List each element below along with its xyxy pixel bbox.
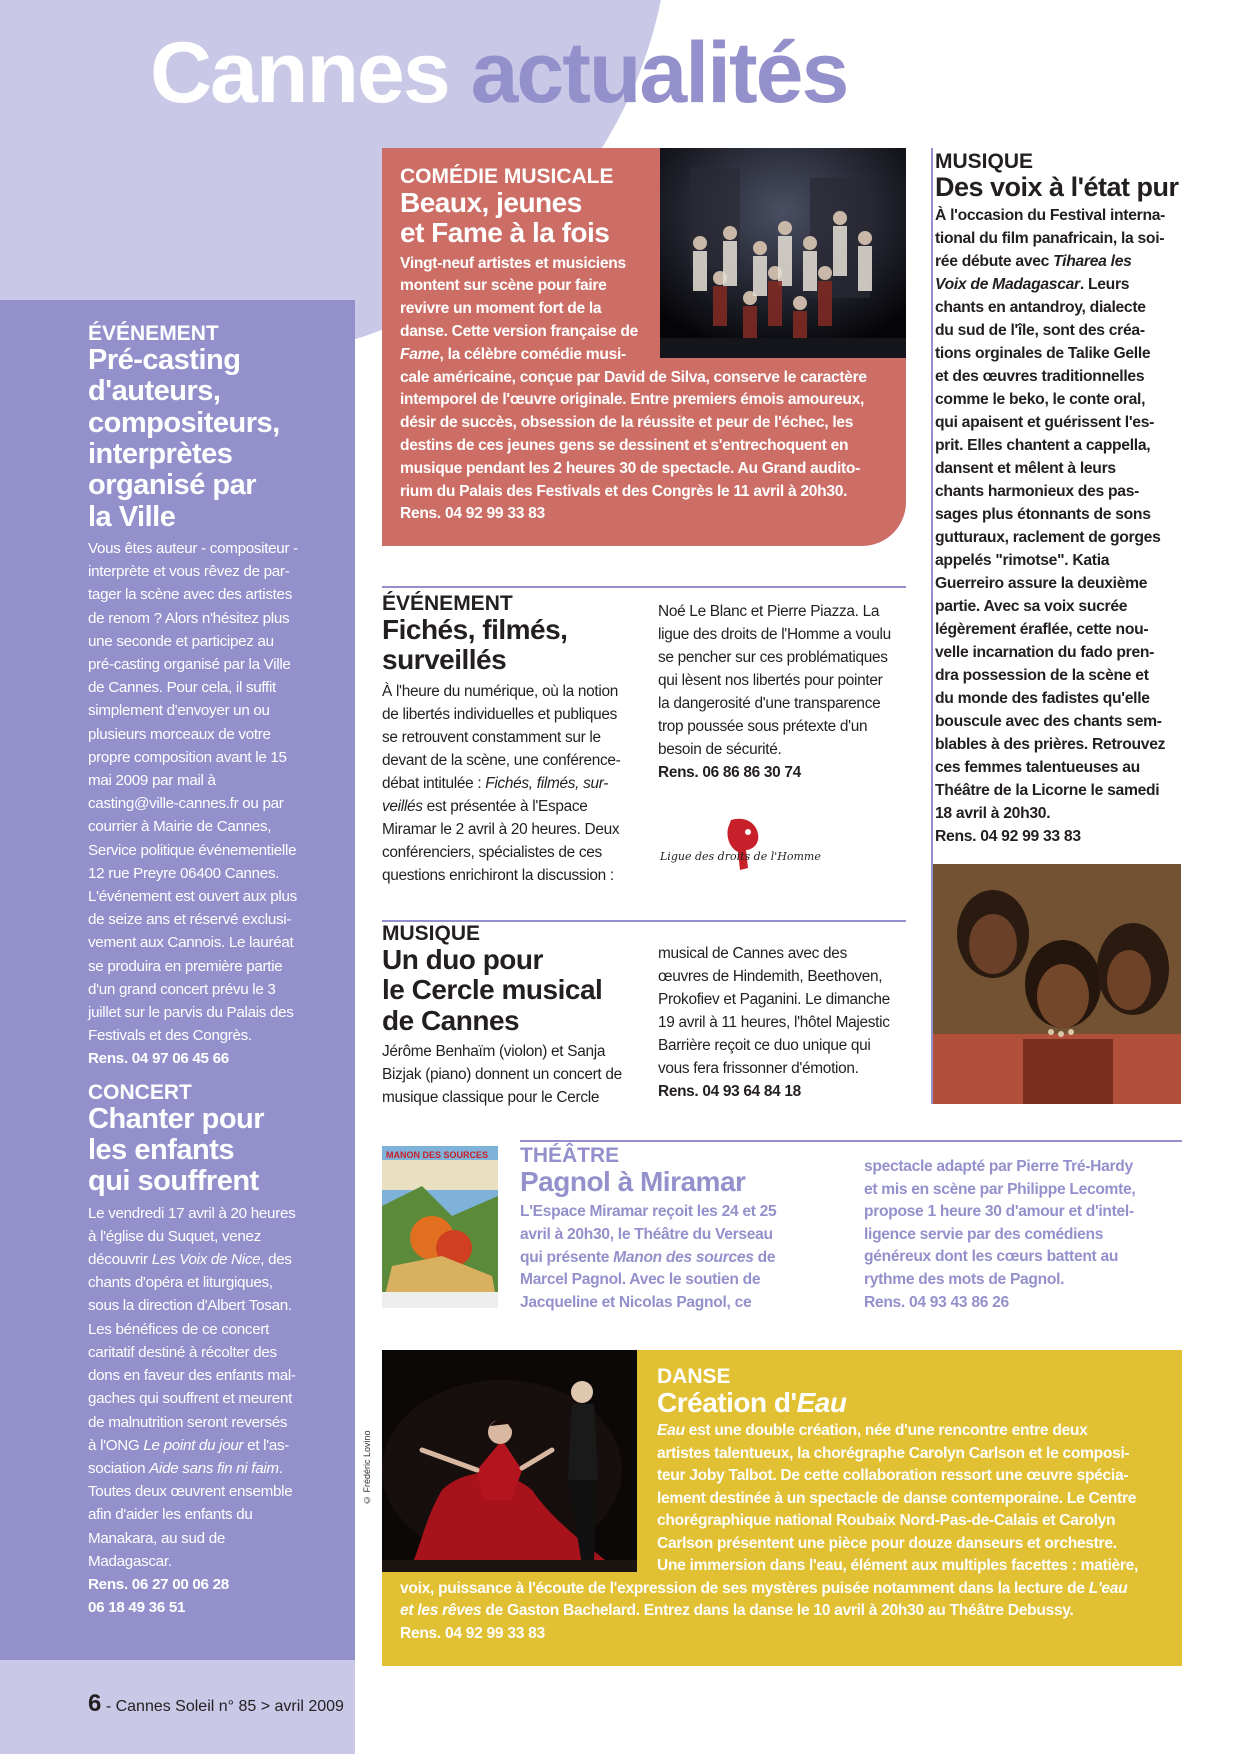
text-line: chorégraphique national Roubaix Nord-Pas-de-Calais et Carolyn: [657, 1512, 1116, 1530]
text-line: Voix de Madagascar. Leurs: [935, 276, 1130, 294]
footer-issue: - Cannes Soleil n° 85 > avril 2009: [105, 1698, 344, 1715]
text-line: Madagascar.: [88, 1552, 172, 1570]
text-line: propre composition avant le 15: [88, 748, 287, 766]
headline-danse: [657, 1388, 1170, 1418]
text-line: Jacqueline et Nicolas Pagnol, ce: [520, 1293, 752, 1311]
text-line: désir de succès, obsession de la réussite et peur de l'échec, les: [400, 414, 854, 432]
kicker-concert: CONCERT: [88, 1080, 192, 1104]
text-line: sous la direction d'Albert Tosan.: [88, 1297, 292, 1315]
body-danse-lower: [400, 1578, 1170, 1623]
text-line: Fame, la célèbre comédie musi-: [400, 345, 626, 363]
text-line: la dangerosité d'une transparence: [658, 695, 881, 712]
headline-comedie-musicale: [400, 188, 890, 248]
rens-fiches: Rens. 06 86 86 30 74: [658, 764, 801, 781]
text-line: trop poussée sous prétexte d'un: [658, 718, 868, 735]
text-line: comme le beko, le conte oral,: [935, 391, 1146, 409]
text-line: et Fame à la fois: [400, 217, 610, 249]
text-line: dansent et mêlent à leurs: [935, 460, 1116, 478]
text-line: Carlson présentent une pièce pour douze danseurs et orchestre.: [657, 1534, 1117, 1552]
text-line: à l'ONG Le point du jour et l'as-: [88, 1436, 290, 1454]
text-line: dra possession de la scène et: [935, 667, 1149, 685]
text-line: légèrement éraflée, cette nou-: [935, 621, 1149, 639]
text-line: simplement d'envoyer un ou: [88, 702, 270, 720]
text-line: découvrir Les Voix de Nice, des: [88, 1251, 292, 1269]
text-line: tager la scène avec des artistes: [88, 586, 292, 604]
text-line: Un duo pour: [382, 944, 543, 976]
text-line: L'événement est ouvert aux plus: [88, 888, 297, 906]
text-line: Miramar le 2 avril à 20 heures. Deux: [382, 820, 620, 838]
text-line: danse. Cette version française de: [400, 322, 638, 340]
rens-comedie-musicale: Rens. 04 92 99 33 83: [400, 505, 545, 523]
text-line: rythme des mots de Pagnol.: [864, 1270, 1065, 1288]
text-line: ligue des droits de l'Homme a voulu: [658, 626, 891, 643]
kicker-theatre: THÉÂTRE: [520, 1144, 620, 1167]
theatre-col2: [864, 1156, 1184, 1314]
text-line: de malnutrition seront reversés: [88, 1413, 288, 1431]
kicker-danse: DANSE: [657, 1365, 731, 1388]
kicker-fiches: ÉVÉNEMENT: [382, 592, 513, 615]
text-line: appelés "rimotse". Katia: [935, 552, 1110, 570]
poster-title: MANON DES SOURCES: [386, 1150, 489, 1160]
text-line: de Cannes: [382, 1004, 520, 1036]
rens-danse: Rens. 04 92 99 33 83: [400, 1624, 545, 1642]
text-line: et mis en scène par Philippe Lecomte,: [864, 1180, 1136, 1198]
text-line: Fichés, filmés,: [382, 614, 568, 646]
text-line: Marcel Pagnol. Avec le soutien de: [520, 1271, 761, 1289]
singers-photo: [933, 864, 1181, 1104]
text-line: Guerreiro assure la deuxième: [935, 575, 1148, 593]
text-line: revivre un moment fort de la: [400, 300, 602, 318]
text-line: qui présente Manon des sources de: [520, 1248, 776, 1266]
ldh-logo-icon: [656, 808, 856, 888]
rens-concert: [88, 1573, 328, 1619]
text-line: qui apaisent et guérissent l'es-: [935, 414, 1155, 432]
text-line: Beaux, jeunes: [400, 187, 582, 219]
text-line: conférenciers, spécialistes de ces: [382, 843, 602, 861]
page-title: [150, 25, 848, 121]
text-line: caritatif destiné à récolter des: [88, 1343, 277, 1361]
text-line: 18 avril à 20h30.: [935, 805, 1051, 823]
text-line: et des œuvres traditionnelles: [935, 368, 1145, 386]
title-word-actualites: actualités: [470, 25, 848, 121]
text-line: L'Espace Miramar reçoit les 24 et 25: [520, 1203, 777, 1221]
page-footer: [88, 1690, 344, 1718]
body-concert: [88, 1202, 328, 1573]
text-line: bouscule avec des chants sem-: [935, 713, 1162, 731]
text-line: une seconde et participez au: [88, 632, 274, 650]
photo-credit: © Frédéric Lovino: [362, 1430, 372, 1505]
text-line: Manakara, au sud de: [88, 1529, 225, 1547]
fiches-col2: [658, 600, 908, 784]
text-line: Théâtre de la Licorne le samedi: [935, 782, 1160, 800]
text-line: musique pendant les 2 heures 30 de spectacle. Au Grand audito-: [400, 459, 861, 477]
text-line: ligence servie par des comédiens: [864, 1225, 1104, 1243]
body-theatre-col1: [520, 1201, 840, 1314]
text-line: casting@ville-cannes.fr ou par: [88, 795, 284, 813]
text-line: À l'heure du numérique, où la notion: [382, 682, 618, 700]
text-line: le Cercle musical: [382, 974, 603, 1006]
text-line: avril à 20h30, le Théâtre du Verseau: [520, 1225, 773, 1243]
body-duo-col1: [382, 1040, 642, 1109]
text-line: de renom ? Alors n'hésitez plus: [88, 609, 290, 627]
headline-voix: Des voix à l'état pur: [935, 172, 1179, 203]
body-theatre-col2: [864, 1156, 1184, 1292]
text-line: se pencher sur ces problématiques: [658, 649, 888, 666]
danse-header: [657, 1365, 1170, 1578]
text-line: qui souffrent: [88, 1165, 259, 1198]
body-danse-upper: [657, 1420, 1170, 1578]
article-theatre: [520, 1144, 840, 1314]
text-line: organisé par: [88, 469, 257, 502]
text-line: chants en antandroy, dialecte: [935, 299, 1146, 317]
text-line: velle incarnation du fado pren-: [935, 644, 1155, 662]
text-line: musical de Cannes avec des: [658, 945, 847, 962]
text-line: propose 1 heure 30 d'amour et d'intel-: [864, 1203, 1134, 1221]
text-line: ces femmes talentueuses au: [935, 759, 1140, 777]
text-line: voix, puissance à l'écoute de l'expression de ses mystères puisée notamment dans la lecture de L'eau: [400, 1579, 1128, 1597]
body-fiches-col2: [658, 600, 908, 761]
page-number: 6: [88, 1690, 102, 1717]
text-line: afin d'aider les enfants du: [88, 1506, 253, 1524]
left-column: [88, 322, 328, 1619]
text-line: rium du Palais des Festivals et des Congrès le 11 avril à 20h30.: [400, 482, 848, 500]
text-line: Une immersion dans l'eau, élément aux multiples facettes : matière,: [657, 1557, 1139, 1575]
text-line: Les bénéfices de ce concert: [88, 1320, 270, 1338]
text-line: cale américaine, conçue par David de Silva, conserve le caractère: [400, 368, 867, 386]
text-line: spectacle adapté par Pierre Tré-Hardy: [864, 1158, 1133, 1175]
text-line: courrier à Mairie de Cannes,: [88, 818, 272, 836]
text-line: d'auteurs,: [88, 375, 221, 408]
text-line: 06 18 49 36 51: [88, 1599, 186, 1617]
text-line: Bizjak (piano) donnent un concert de: [382, 1065, 622, 1083]
text-line: vement aux Cannois. Le lauréat: [88, 934, 294, 952]
text-line: chants d'opéra et liturgiques,: [88, 1274, 273, 1292]
text-line: dons en faveur des enfants mal-: [88, 1367, 296, 1385]
text-line: Chanter pour: [88, 1102, 265, 1135]
text-line: pré-casting organisé par la Ville: [88, 655, 291, 673]
manon-poster: [382, 1146, 498, 1308]
ldh-logo-text: Ligue des droits de l'Homme: [660, 850, 821, 863]
text-line: veillés est présentée à l'Espace: [382, 797, 588, 815]
text-line: de libertés individuelles et publiques: [382, 705, 618, 723]
text-line: besoin de sécurité.: [658, 741, 782, 758]
text-line: généreux dont les cœurs battent au: [864, 1248, 1119, 1266]
headline-theatre: Pagnol à Miramar: [520, 1166, 746, 1198]
text-line: artistes talentueux, la chorégraphe Carolyn Carlson et le composi-: [657, 1444, 1130, 1462]
article-danse: [400, 1365, 1170, 1645]
headline-danse-eau: Eau: [796, 1387, 847, 1419]
body-precasting: [88, 537, 328, 1047]
text-line: Noé Le Blanc et Pierre Piazza. La: [658, 603, 880, 620]
text-line: Pré-casting: [88, 344, 241, 377]
rens-duo: Rens. 04 93 64 84 18: [658, 1083, 801, 1100]
text-line: du sud de l'île, sont des créa-: [935, 322, 1145, 340]
text-line: 19 avril à 11 heures, l'hôtel Majestic: [658, 1014, 890, 1031]
text-line: qui lèsent nos libertés pour pointer: [658, 672, 883, 689]
kicker-voix: MUSIQUE: [935, 150, 1034, 173]
text-line: 12 rue Preyre 06400 Cannes.: [88, 864, 280, 882]
text-line: la Ville: [88, 500, 176, 533]
text-line: gaches qui souffrent et meurent: [88, 1390, 293, 1408]
body-voix: [935, 204, 1185, 825]
text-line: montent sur scène pour faire: [400, 277, 607, 295]
text-line: plusieurs morceaux de votre: [88, 725, 271, 743]
text-line: surveillés: [382, 644, 507, 676]
text-line: juillet sur le parvis du Palais des: [88, 1004, 294, 1022]
text-line: Rens. 06 27 00 06 28: [88, 1575, 229, 1593]
text-line: Jérôme Benhaïm (violon) et Sanja: [382, 1042, 606, 1060]
title-word-cannes: Cannes: [150, 25, 449, 121]
text-line: destins de ces jeunes gens se dessinent et s'entrechoquent en: [400, 436, 849, 454]
text-line: tional du film panafricain, la soi-: [935, 230, 1165, 248]
text-line: à l'église du Suquet, venez: [88, 1227, 261, 1245]
text-line: Service politique événementielle: [88, 841, 297, 859]
text-line: À l'occasion du Festival interna-: [935, 207, 1166, 225]
headline-precasting: [88, 345, 328, 533]
text-line: chants harmonieux des pas-: [935, 483, 1140, 501]
divider-theatre: [520, 1140, 1182, 1142]
rens-theatre: Rens. 04 93 43 86 26: [864, 1293, 1009, 1311]
text-line: se produira en première partie: [88, 957, 283, 975]
kicker-evenement: ÉVÉNEMENT: [88, 322, 219, 345]
text-line: partie. Avec sa voix sucrée: [935, 598, 1128, 616]
text-line: teur Joby Talbot. De cette collaboration ressort une œuvre spécia-: [657, 1467, 1129, 1485]
kicker-duo: MUSIQUE: [382, 922, 481, 945]
text-line: sages plus étonnants de sons: [935, 506, 1151, 524]
text-line: sociation Aide sans fin ni faim.: [88, 1459, 283, 1477]
text-line: œuvres de Hindemith, Beethoven,: [658, 968, 883, 985]
article-precasting: [88, 322, 328, 1071]
text-line: et les rêves de Gaston Bachelard. Entrez dans la danse le 10 avril à 20h30 au Théâtre Debussy.: [400, 1602, 1074, 1620]
ldh-logo: [656, 808, 856, 888]
text-line: Eau est une double création, née d'une rencontre entre deux: [657, 1422, 1088, 1440]
text-line: rée débute avec Tiharea les: [935, 253, 1132, 271]
text-line: compositeurs,: [88, 406, 280, 439]
text-line: lement destinée à un spectacle de danse contemporaine. Le Centre: [657, 1489, 1137, 1507]
headline-concert: [88, 1104, 328, 1198]
text-line: vous fera frissonner d'émotion.: [658, 1060, 859, 1077]
body-comedie-musicale: [400, 253, 890, 504]
text-line: questions enrichiront la discussion :: [382, 866, 614, 884]
text-line: interprètes: [88, 438, 233, 471]
text-line: d'un grand concert prévu le 3: [88, 980, 276, 998]
headline-danse-prefix: Création d': [657, 1387, 797, 1419]
text-line: Vous êtes auteur - compositeur -: [88, 539, 298, 557]
text-line: prit. Elles chantent a cappella,: [935, 437, 1151, 455]
rens-precasting: Rens. 04 97 06 45 66: [88, 1050, 229, 1068]
kicker-comedie-musicale: COMÉDIE MUSICALE: [400, 165, 614, 188]
text-line: Festivals et des Congrès.: [88, 1027, 252, 1045]
text-line: de Cannes. Pour cela, il suffit: [88, 679, 276, 697]
text-line: intemporel de l'œuvre originale. Entre premiers émois amoureux,: [400, 391, 865, 409]
article-voix: [935, 150, 1185, 848]
article-concert: [88, 1081, 328, 1620]
duo-col2: [658, 942, 908, 1103]
body-fiches-col1: [382, 680, 642, 887]
text-line: débat intitulée : Fichés, filmés, sur-: [382, 774, 609, 792]
text-line: les enfants: [88, 1134, 234, 1167]
text-line: tions orginales de Talike Gelle: [935, 345, 1151, 363]
text-line: devant de la scène, une conférence-: [382, 751, 621, 769]
text-line: se retrouvent constamment sur le: [382, 728, 601, 746]
text-line: Barrière reçoit ce duo unique qui: [658, 1037, 871, 1054]
text-line: Le vendredi 17 avril à 20 heures: [88, 1204, 296, 1222]
text-line: Toutes deux œuvrent ensemble: [88, 1483, 293, 1501]
text-line: interprète et vous rêvez de par-: [88, 563, 290, 581]
text-line: mai 2009 par mail à: [88, 772, 216, 789]
text-line: Vingt-neuf artistes et musiciens: [400, 254, 626, 272]
text-line: de seize ans et réservé exclusi-: [88, 911, 292, 929]
text-line: Prokofiev et Paganini. Le dimanche: [658, 991, 890, 1008]
rens-voix: Rens. 04 92 99 33 83: [935, 828, 1081, 846]
article-comedie-musicale: [400, 165, 890, 526]
text-line: gutturaux, raclement de gorges: [935, 529, 1161, 547]
text-line: du monde des fadistes qu'elle: [935, 690, 1150, 708]
body-duo-col2: [658, 942, 908, 1080]
text-line: musique classique pour le Cercle: [382, 1088, 600, 1106]
text-line: blables à des prières. Retrouvez: [935, 736, 1166, 754]
